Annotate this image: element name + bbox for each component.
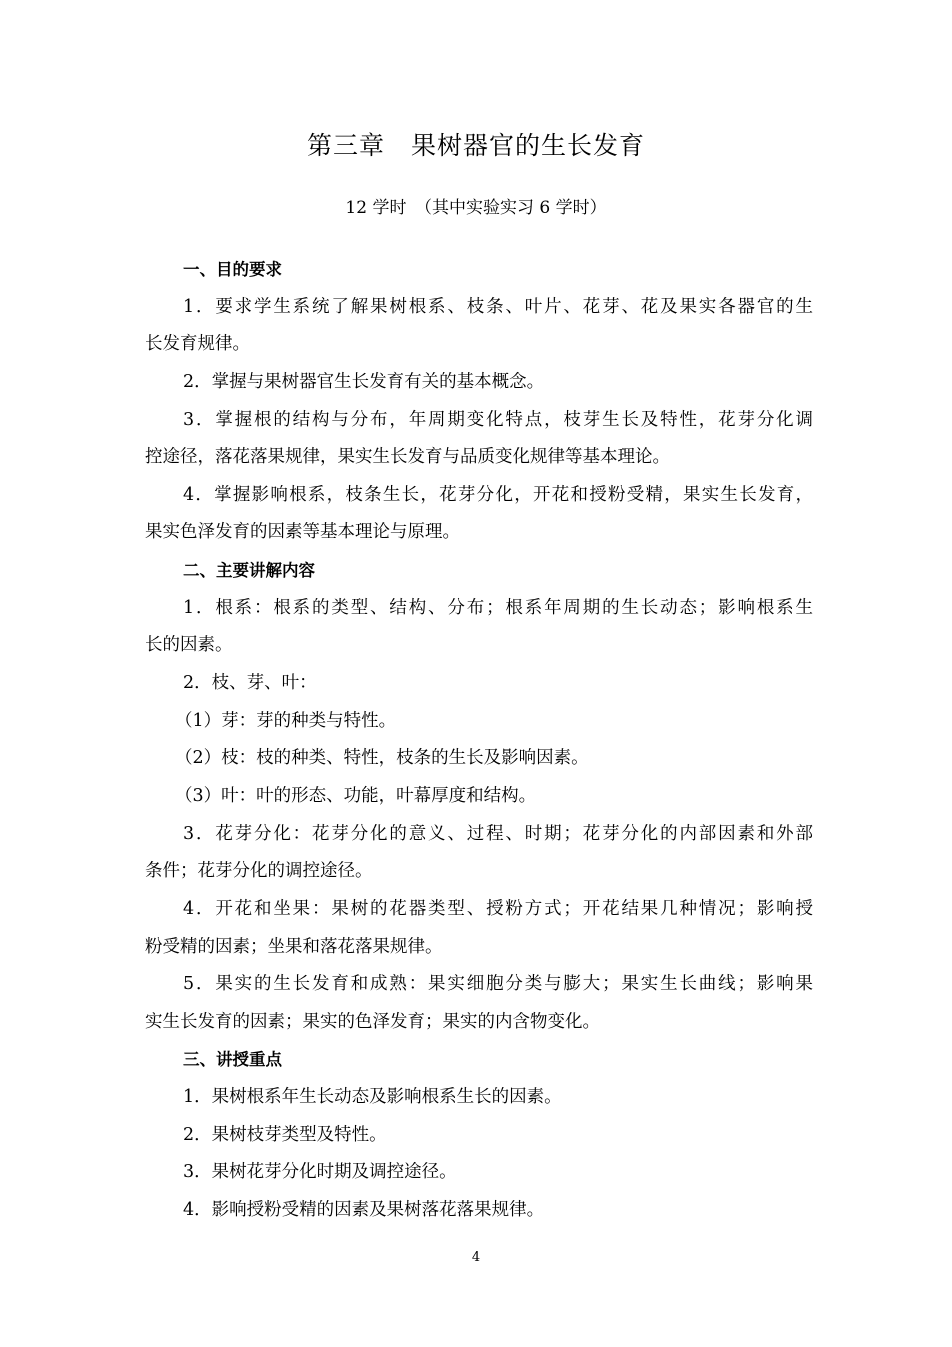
paragraph-line: 5．果实的生长发育和成熟：果实细胞分类与膨大；果实生长曲线；影响果 bbox=[183, 974, 813, 995]
class-hours: 12 学时 （其中实验实习 6 学时） bbox=[345, 198, 607, 218]
sub-item-line: （2）枝：枝的种类、特性，枝条的生长及影响因素。 bbox=[175, 748, 589, 769]
paragraph-line: 果实色泽发育的因素等基本理论与原理。 bbox=[145, 522, 460, 543]
document-body bbox=[145, 251, 813, 1230]
paragraph-line: 3．果树花芽分化时期及调控途径。 bbox=[183, 1162, 457, 1183]
paragraph-line: 实生长发育的因素；果实的色泽发育；果实的内含物变化。 bbox=[145, 1011, 600, 1032]
section-heading: 二、主要讲解内容 bbox=[183, 561, 315, 581]
section-heading: 三、讲授重点 bbox=[183, 1050, 282, 1070]
paragraph-line: 控途径，落花落果规律，果实生长发育与品质变化规律等基本理论。 bbox=[145, 447, 670, 468]
sub-item-line: （3）叶：叶的形态、功能，叶幕厚度和结构。 bbox=[175, 785, 537, 806]
paragraph-line: 2．枝、芽、叶： bbox=[183, 673, 317, 694]
paragraph-line: 3．花芽分化：花芽分化的意义、过程、时期；花芽分化的内部因素和外部 bbox=[183, 823, 813, 844]
paragraph-line: 1．要求学生系统了解果树根系、枝条、叶片、花芽、花及果实各器官的生 bbox=[183, 296, 813, 317]
paragraph-line: 1．果树根系年生长动态及影响根系生长的因素。 bbox=[183, 1087, 562, 1108]
paragraph-line: 粉受精的因素；坐果和落花落果规律。 bbox=[145, 936, 443, 957]
paragraph-line: 2．果树枝芽类型及特性。 bbox=[183, 1124, 387, 1145]
sub-item-line: （1）芽：芽的种类与特性。 bbox=[175, 710, 397, 731]
page-number: 4 bbox=[471, 1250, 481, 1265]
paragraph-line: 3．掌握根的结构与分布，年周期变化特点，枝芽生长及特性，花芽分化调 bbox=[183, 409, 813, 430]
paragraph-line: 长的因素。 bbox=[145, 635, 233, 656]
paragraph-line: 4．开花和坐果：果树的花器类型、授粉方式；开花结果几种情况；影响授 bbox=[183, 898, 813, 919]
paragraph-line: 4．影响授粉受精的因素及果树落花落果规律。 bbox=[183, 1200, 545, 1221]
chapter-title: 第三章 果树器官的生长发育 bbox=[306, 131, 645, 160]
paragraph-line: 4．掌握影响根系，枝条生长，花芽分化，开花和授粉受精，果实生长发育， bbox=[183, 484, 813, 505]
paragraph-line: 1．根系：根系的类型、结构、分布；根系年周期的生长动态；影响根系生 bbox=[183, 597, 813, 618]
paragraph-line: 2．掌握与果树器官生长发育有关的基本概念。 bbox=[183, 371, 545, 392]
paragraph-line: 长发育规律。 bbox=[145, 334, 250, 355]
paragraph-line: 条件；花芽分化的调控途径。 bbox=[145, 861, 373, 882]
section-heading: 一、目的要求 bbox=[183, 260, 282, 279]
